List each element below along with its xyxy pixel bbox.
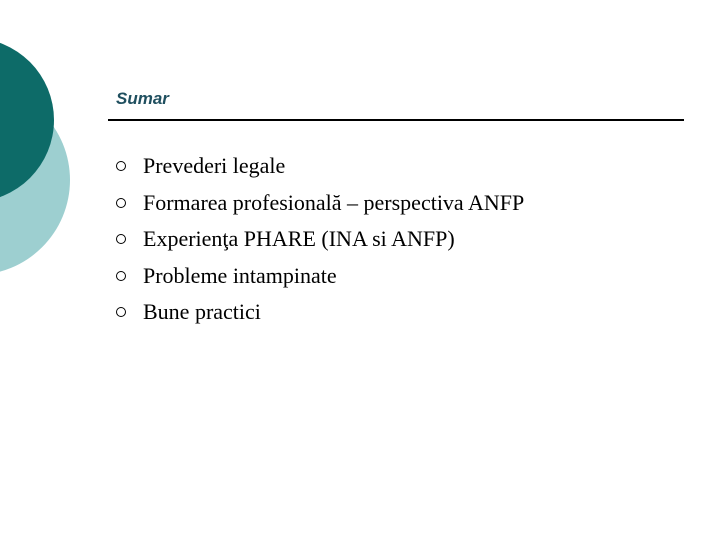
hollow-circle-bullet-icon: [116, 271, 126, 281]
slide-title: Sumar: [116, 89, 169, 108]
hollow-circle-bullet-icon: [116, 198, 126, 208]
bullet-text: Bune practici: [143, 299, 261, 325]
bullet-item: [116, 294, 524, 331]
hollow-circle-bullet-icon: [116, 161, 126, 171]
bullet-text: Probleme intampinate: [143, 262, 337, 288]
hollow-circle-bullet-icon: [116, 307, 126, 317]
bullet-text: Experienţa PHARE (INA si ANFP): [143, 226, 455, 252]
bullet-text: Prevederi legale: [143, 153, 286, 179]
bullet-list: [116, 148, 524, 331]
bullet-item: [116, 221, 524, 258]
hollow-circle-bullet-icon: [116, 234, 126, 244]
title-underline: [108, 119, 684, 121]
bullet-text: Formarea profesională – perspectiva ANFP: [143, 189, 525, 215]
bullet-item: [116, 148, 524, 185]
bullet-item: [116, 185, 524, 222]
bullet-item: [116, 258, 524, 295]
